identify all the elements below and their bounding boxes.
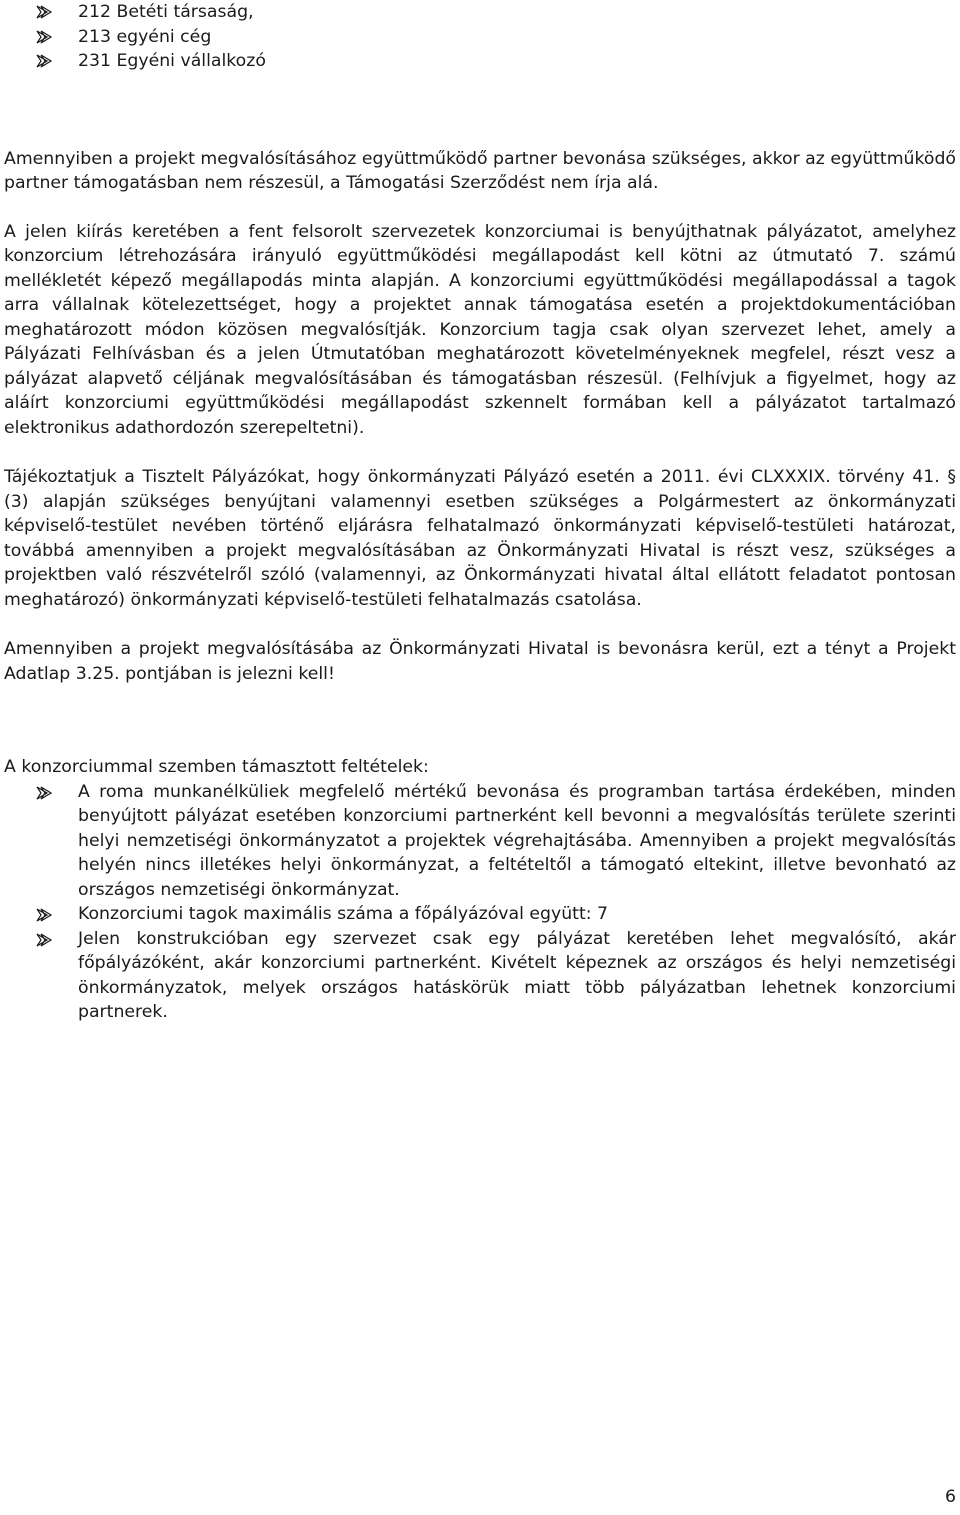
arrow-bullet-icon — [36, 54, 52, 68]
consortium-conditions-list — [4, 780, 956, 1025]
list-item — [4, 902, 956, 927]
list-item-text: Konzorciumi tagok maximális száma a főpályázóval együtt: 7 — [78, 904, 609, 924]
list-item-text: Jelen konstrukcióban egy szervezet csak egy pályázat keretében lehet megvalósító, akár főpályázóként, akár konzorciumi partnerként. Kivételt képeznek az országos és helyi nemzetiségi önkormányzatok, melyek országos hatáskörük miatt több pályázatban lehetnek konzorciumi partnerek. — [78, 928, 956, 1022]
list-item — [4, 25, 956, 50]
arrow-bullet-icon — [36, 933, 52, 947]
list-item — [4, 927, 956, 1025]
list-item — [4, 780, 956, 903]
organization-type-list — [4, 0, 956, 74]
consortium-paragraph: A jelen kiírás keretében a fent felsorolt szervezetek konzorciumai is benyújthatnak pályázatot, amelyhez konzorcium létrehozására irányuló együttműködési megállapodást kell kötni az útmutató 7. számú mellékletét képező megállapodás minta alapján. A konzorciumi együttműködési megállapodással a tagok arra vállalnak kötelezettséget, hogy a projektet annak támogatása esetén a projektdokumentációban meghatározott módon közösen megvalósítják. Konzorcium tagja csak olyan szervezet lehet, amely a Pályázati Felhívásban és a jelen Útmutatóban meghatározott követelményeknek megfelel, részt vesz a pályázat alapvető céljának megvalósításában és támogatásban részesül. (Felhívjuk a figyelmet, hogy az aláírt konzorciumi együttműködési megállapodást szkennelt formában kell a pályázatot tartalmazó elektronikus adathordozón szerepeltetni). — [4, 221, 956, 438]
list-item — [4, 49, 956, 74]
list-item — [4, 0, 956, 25]
list-item-text: A roma munkanélküliek megfelelő mértékű bevonása és programban tartása érdekében, minden benyújtott pályázat esetében konzorciumi partnerként kell bevonni a megvalósítás területe szerinti helyi nemzetiségi önkormányzatot a projektek végrehajtásába. Amennyiben a projekt megvalósítás helyén nincs illetékes helyi önkormányzat, a feltételtől a támogató eltekint, illetve bevonható az országos nemzetiségi önkormányzat. — [78, 781, 956, 900]
conditions-heading: A konzorciummal szemben támasztott feltételek: — [4, 757, 429, 777]
list-item-text: 213 egyéni cég — [78, 26, 212, 47]
list-item-text: 212 Betéti társaság, — [78, 2, 254, 22]
arrow-bullet-icon — [36, 786, 52, 800]
arrow-bullet-icon — [36, 30, 52, 44]
page-number: 6 — [945, 1487, 956, 1507]
office-involvement-paragraph: Amennyiben a projekt megvalósításába az Önkormányzati Hivatal is bevonásra kerül, ezt a tényt a Projekt Adatlap 3.25. pontjában is jelezni kell! — [4, 639, 956, 684]
document-page — [4, 0, 956, 1025]
arrow-bullet-icon — [36, 908, 52, 922]
municipality-paragraph: Tájékoztatjuk a Tisztelt Pályázókat, hogy önkormányzati Pályázó esetén a 2011. évi CLXXXIX. törvény 41. § (3) alapján szükséges benyújtani valamennyi esetben szükséges a Polgármestert az önkormányzati képviselő-testület nevében történő eljárásra felhatalmazó önkormányzati képviselő-testületi határozat, továbbá amennyiben a projekt megvalósításában az Önkormányzati Hivatal is részt vesz, szükséges a projektben való részvételről szóló (valamennyi, az Önkormányzati hivatal által ellátott feladatot pontosan meghatározó) önkormányzati képviselő-testületi felhatalmazás csatolása. — [4, 467, 956, 610]
arrow-bullet-icon — [36, 5, 52, 19]
list-item-text: 231 Egyéni vállalkozó — [78, 51, 266, 71]
partner-paragraph: Amennyiben a projekt megvalósításához együttműködő partner bevonása szükséges, akkor az együttműködő partner támogatásban nem részesül, a Támogatási Szerződést nem írja alá. — [4, 148, 956, 193]
